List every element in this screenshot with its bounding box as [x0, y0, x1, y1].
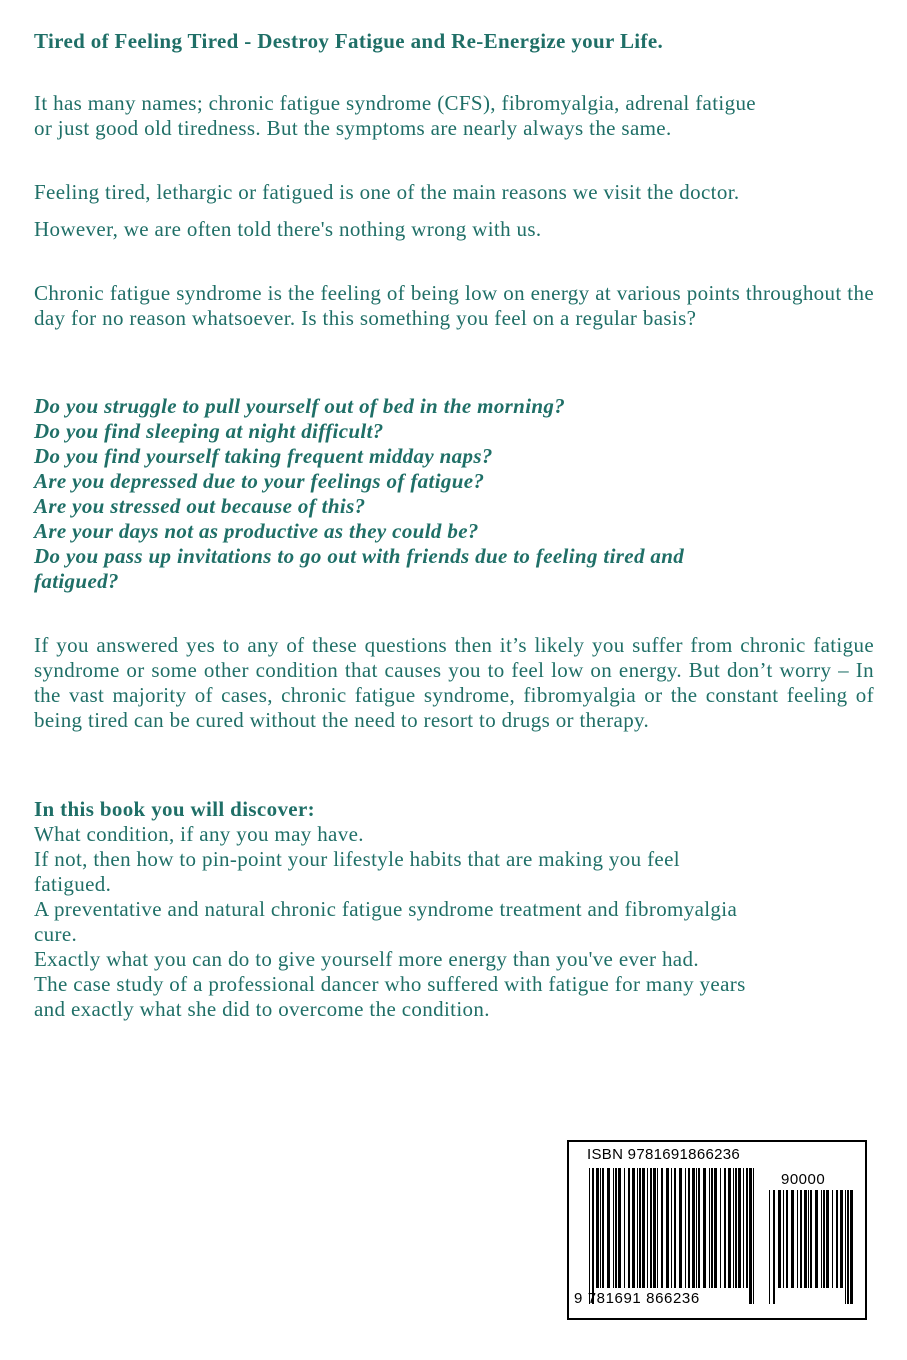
discover-heading: In this book you will discover: — [34, 797, 315, 821]
discover-item: What condition, if any you may have. — [34, 822, 364, 846]
barcode-bar — [773, 1190, 775, 1304]
barcode-bar — [592, 1168, 594, 1304]
discover-item: If not, then how to pin-point your lifestyle habits that are making you feel — [34, 847, 680, 871]
discover-item: The case study of a professional dancer who suffered with fatigue for many years — [34, 972, 746, 996]
discover-item: and exactly what she did to overcome the condition. — [34, 997, 490, 1021]
barcode-bar — [624, 1168, 625, 1288]
barcode-bar — [639, 1168, 641, 1288]
cfs-paragraph: Chronic fatigue syndrome is the feeling of being low on energy at various points throughout the day for no reason whatsoever. Is this something you feel on a regular basis? — [34, 281, 874, 330]
barcode-bar — [840, 1190, 843, 1288]
barcode-bar — [845, 1190, 846, 1304]
barcode-bar — [703, 1168, 706, 1288]
isbn-digits: 9 781691 866236 — [574, 1290, 700, 1307]
barcode-bar — [661, 1168, 663, 1288]
barcode-bar — [698, 1168, 700, 1288]
barcode-bar — [815, 1190, 818, 1288]
barcode-bar — [615, 1168, 617, 1288]
barcode-bar — [749, 1168, 752, 1304]
barcode-bar — [821, 1190, 822, 1288]
barcode-bar — [810, 1190, 812, 1288]
barcode-bar — [666, 1168, 669, 1288]
question-item: Do you find yourself taking frequent midday naps? — [34, 444, 493, 468]
barcode-bar — [832, 1190, 833, 1288]
barcode-bar — [738, 1168, 741, 1288]
barcode-bar — [628, 1168, 630, 1288]
question-list — [34, 394, 874, 594]
barcode-bar — [679, 1168, 682, 1288]
barcode-bar — [733, 1168, 734, 1288]
question-item: Do you struggle to pull yourself out of bed in the morning? — [34, 394, 566, 418]
visit-paragraph: Feeling tired, lethargic or fatigued is one of the main reasons we visit the doctor. — [34, 180, 740, 204]
barcode-bar — [720, 1168, 721, 1288]
book-title: Tired of Feeling Tired - Destroy Fatigue and Re-Energize your Life. — [34, 29, 664, 53]
barcode-bar — [800, 1190, 802, 1288]
barcode-bar — [696, 1168, 697, 1288]
question-item: Are your days not as productive as they could be? — [34, 519, 479, 543]
discover-list — [34, 797, 874, 1022]
barcode-bar — [642, 1168, 645, 1288]
isbn-label: ISBN 9781691866236 — [587, 1146, 741, 1163]
barcode-bar — [685, 1168, 686, 1288]
barcode-bar — [836, 1190, 838, 1288]
barcode-bar — [778, 1190, 781, 1288]
however-paragraph: However, we are often told there's nothing wrong with us. — [34, 217, 542, 241]
isbn-barcode — [567, 1140, 867, 1320]
barcode-bar — [657, 1168, 658, 1288]
barcode-bar — [671, 1168, 672, 1288]
question-item: Are you depressed due to your feelings of fatigue? — [34, 469, 485, 493]
barcode-bar — [728, 1168, 731, 1288]
barcode-bar — [650, 1168, 652, 1288]
barcode-bar — [637, 1168, 638, 1288]
barcode-bar — [688, 1168, 690, 1288]
barcode-bar — [653, 1168, 656, 1288]
intro-line: It has many names; chronic fatigue syndrome (CFS), fibromyalgia, adrenal fatigue — [34, 91, 756, 115]
barcode-bar — [674, 1168, 676, 1288]
barcode-bar — [632, 1168, 635, 1288]
barcode-bar — [735, 1168, 737, 1288]
barcode-bar — [746, 1168, 748, 1288]
barcode-bar — [743, 1168, 744, 1288]
barcode-bar — [602, 1168, 604, 1288]
price-code: 90000 — [781, 1171, 826, 1188]
barcode-bar — [753, 1168, 754, 1304]
barcode-bar — [850, 1190, 853, 1304]
barcode-bar — [589, 1168, 590, 1304]
barcode-bar — [613, 1168, 614, 1288]
answer-paragraph: If you answered yes to any of these questions then it’s likely you suffer from chronic fatigue syndrome or some other condition that causes you to feel low on energy. But don’t worry – In the vast majority of cases, chronic fatigue syndrome, fibromyalgia or the constant feeling of being tired can be cured without the need to resort to drugs or therapy. — [34, 633, 874, 732]
barcode-bar — [711, 1168, 713, 1288]
barcode-bar — [786, 1190, 788, 1288]
question-item: Do you find sleeping at night difficult? — [34, 419, 384, 443]
barcode-bar — [618, 1168, 621, 1288]
barcode-bar — [783, 1190, 784, 1288]
discover-item: fatigued. — [34, 872, 112, 896]
question-item: Do you pass up invitations to go out with friends due to feeling tired and — [34, 544, 685, 568]
barcode-bar — [724, 1168, 726, 1288]
question-item: Are you stressed out because of this? — [34, 494, 366, 518]
barcode-bar — [847, 1190, 849, 1304]
barcode-bar — [808, 1190, 809, 1288]
barcode-bar — [692, 1168, 695, 1288]
barcode-bar — [791, 1190, 794, 1288]
barcode-bar — [797, 1190, 798, 1288]
barcode-bar — [647, 1168, 648, 1288]
barcode-bar — [823, 1190, 825, 1288]
barcode-bar — [826, 1190, 829, 1288]
discover-item: A preventative and natural chronic fatigue syndrome treatment and fibromyalgia — [34, 897, 738, 921]
barcode-bar — [600, 1168, 601, 1288]
question-item: fatigued? — [34, 569, 119, 593]
barcode-bar — [714, 1168, 717, 1288]
barcode-bar — [709, 1168, 710, 1288]
barcode-bar — [769, 1190, 770, 1304]
discover-item: cure. — [34, 922, 78, 946]
intro-line: or just good old tiredness. But the symptoms are nearly always the same. — [34, 116, 672, 140]
discover-item: Exactly what you can do to give yourself more energy than you've ever had. — [34, 947, 699, 971]
barcode-bar — [607, 1168, 610, 1288]
barcode-bar — [804, 1190, 807, 1288]
intro-paragraph — [34, 91, 874, 141]
barcode-bar — [596, 1168, 599, 1288]
